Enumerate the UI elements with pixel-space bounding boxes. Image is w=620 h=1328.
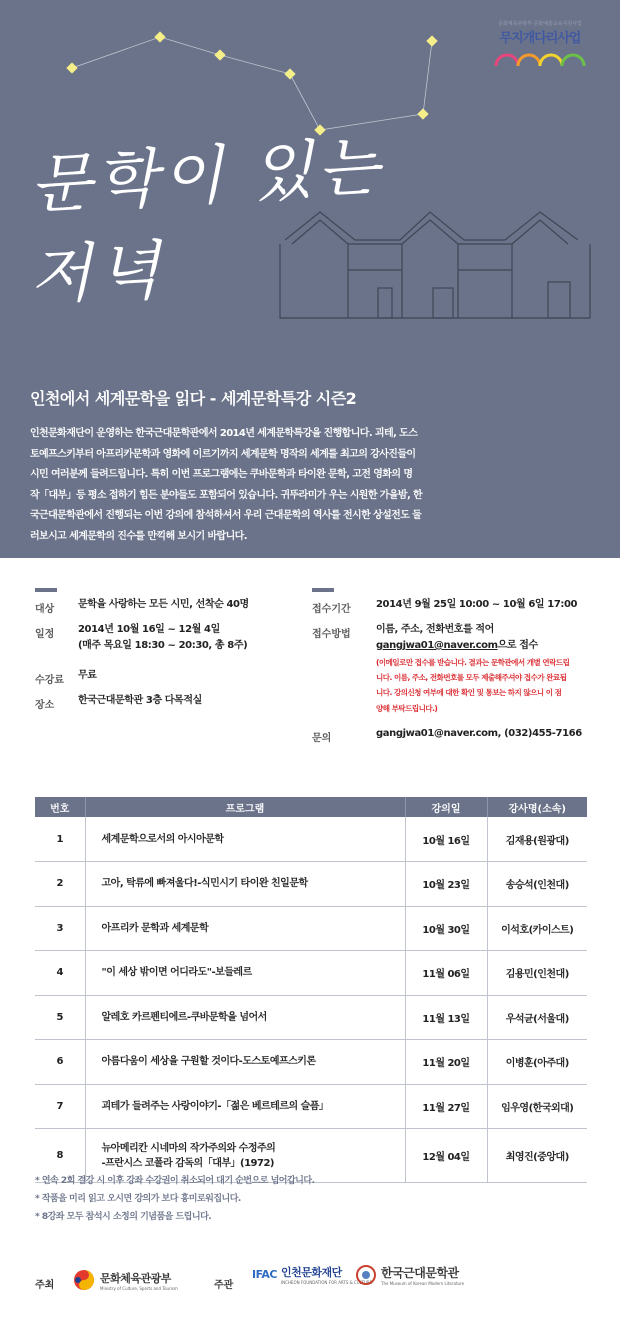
- method-note-line: 니다. 강의신청 여부에 대한 확인 및 통보는 하지 않으니 이 점: [376, 688, 562, 697]
- row-lecturer: 김용민(인천대): [487, 951, 587, 996]
- row-number: 8: [35, 1129, 85, 1183]
- row-lecturer: 임우영(한국외대): [487, 1084, 587, 1129]
- row-lecturer: 이병훈(아주대): [487, 1040, 587, 1085]
- row-program: 세계문학으로서의 아시아문학: [85, 817, 405, 862]
- table-row: [35, 817, 587, 862]
- place-value: 한국근대문학관 3층 다목적실: [78, 695, 202, 706]
- method-label: 접수방법: [312, 629, 351, 640]
- method-note-line: (이메일로만 접수를 받습니다. 결과는 문학관에서 개별 연락드립: [376, 658, 570, 667]
- museum-name: 한국근대문학관: [381, 1266, 459, 1280]
- fee-label: 수강료: [35, 675, 64, 686]
- ministry-name: 문화체육관광부: [100, 1271, 171, 1285]
- row-lecturer: 이석호(카이스트): [487, 906, 587, 951]
- organizer-label: 주관: [214, 1280, 234, 1291]
- header-program: 프로그램: [85, 797, 405, 817]
- rainbow-bridge-logo: [488, 20, 592, 68]
- registration-email-link[interactable]: gangjwa01@naver.com: [376, 640, 498, 651]
- row-date: 12월 04일: [405, 1129, 487, 1183]
- row-program: 고아, 탁류에 빠져울다!-식민시기 타이완 친일문학: [85, 862, 405, 907]
- row-lecturer: 최영진(중앙대): [487, 1129, 587, 1183]
- ifac-name-en: INCHEON FOUNDATION FOR ARTS & CULTURE: [280, 1280, 373, 1285]
- row-number: 6: [35, 1040, 85, 1085]
- ifac-mark: IFAC: [252, 1268, 277, 1281]
- row-number: 4: [35, 951, 85, 996]
- intro-line: 시민 여러분께 들려드립니다. 특히 이번 프로그램에는 쿠바문학과 타이완 문학, 고전 영화의 명: [30, 469, 413, 480]
- schedule-value-2: (매주 목요일 18:30 ~ 20:30, 총 8주): [78, 640, 248, 651]
- hero-banner: [0, 0, 620, 558]
- schedule-label: 일정: [35, 629, 55, 640]
- row-date: 10월 30일: [405, 906, 487, 951]
- intro-line: 러보시고 세계문학의 진수를 만끽해 보시기 바랍니다.: [30, 530, 247, 542]
- row-number: 2: [35, 862, 85, 907]
- row-program: "이 세상 밖이면 어디라도"-보들레르: [85, 951, 405, 996]
- header-date: 강의일: [405, 797, 487, 817]
- note-item: * 작품을 미리 읽고 오시면 강의가 보다 흥미로워집니다.: [35, 1194, 241, 1204]
- table-header-row: [35, 797, 587, 817]
- intro-line: 작「대부」등 평소 접하기 힘든 분야들도 포함되어 있습니다. 귀뚜라미가 우는 시원한 가을밤, 한: [30, 489, 423, 501]
- event-info-section: [0, 558, 620, 772]
- program-schedule-table: [35, 797, 587, 1183]
- table-row: [35, 906, 587, 951]
- row-date: 11월 27일: [405, 1084, 487, 1129]
- contact-value: gangjwa01@naver.com, (032)455-7166: [376, 728, 582, 739]
- intro-paragraph: [30, 424, 596, 547]
- sponsor-footer: [0, 1258, 620, 1308]
- method-value-2: [376, 638, 538, 654]
- museum-name-en: The Museum of Korean Modern Literature: [381, 1281, 465, 1286]
- table-row: [35, 951, 587, 996]
- museum-logo: [355, 1264, 464, 1286]
- row-program-line1: 뉴아메리칸 시네마의 작가주의와 수정주의: [101, 1142, 276, 1154]
- ministry-name-en: Ministry of Culture, Sports and Tourism: [100, 1285, 178, 1291]
- row-program: 아프리카 문학과 세계문학: [85, 906, 405, 951]
- row-lecturer: 김재용(원광대): [487, 817, 587, 862]
- row-lecturer: 송승석(인천대): [487, 862, 587, 907]
- row-date: 10월 23일: [405, 862, 487, 907]
- row-date: 11월 13일: [405, 995, 487, 1040]
- row-number: 5: [35, 995, 85, 1040]
- row-program-line2: -프란시스 코폴라 감독의「대부」(1972): [101, 1157, 275, 1169]
- row-program: 아름다움이 세상을 구원할 것이다-도스토예프스키론: [85, 1040, 405, 1085]
- hero-title: [28, 130, 385, 314]
- section-marker-left: [35, 588, 57, 592]
- contact-label: 문의: [312, 733, 332, 744]
- hero-title-line2: 저녁: [28, 234, 167, 313]
- method-note-line: 양해 부탁드립니다.): [376, 704, 438, 713]
- intro-line: 국근대문학관에서 진행되는 이번 강의에 참석하셔서 우리 근대문학의 역사를 전시한 상설전도 둘: [30, 510, 422, 521]
- place-label: 장소: [35, 700, 55, 711]
- period-value: 2014년 9월 25일 10:00 ~ 10월 6일 17:00: [376, 599, 578, 610]
- event-subtitle: 인천에서 세계문학을 읽다 - 세계문학특강 시즌2: [30, 389, 357, 408]
- ministry-emblem-icon: [72, 1268, 96, 1292]
- row-number: 7: [35, 1084, 85, 1129]
- row-date: 11월 20일: [405, 1040, 487, 1085]
- method-value-suffix: 으로 접수: [497, 640, 538, 651]
- row-program: 괴테가 들려주는 사랑이야기-「젊은 베르테르의 슬픔」: [85, 1084, 405, 1129]
- row-lecturer: 우석균(서울대): [487, 995, 587, 1040]
- row-date: 11월 06일: [405, 951, 487, 996]
- period-label: 접수기간: [312, 604, 351, 615]
- row-date: 10월 16일: [405, 817, 487, 862]
- note-item: * 8강좌 모두 참석시 소정의 기념품을 드립니다.: [35, 1212, 212, 1222]
- notes-list: [35, 1172, 314, 1226]
- table-row: [35, 1040, 587, 1085]
- target-value: 문학을 사랑하는 모든 시민, 선착순 40명: [78, 599, 249, 610]
- ifac-name: 인천문화재단: [280, 1266, 342, 1279]
- header-lecturer: 강사명(소속): [487, 797, 587, 817]
- ministry-logo: [72, 1268, 178, 1292]
- target-label: 대상: [35, 604, 55, 615]
- fee-value: 무료: [78, 670, 97, 681]
- note-item: * 연속 2회 결강 시 이후 강좌 수강권이 취소되어 대기 순번으로 넘어갑니다.: [35, 1176, 315, 1186]
- hero-title-line1: 문학이 있는: [28, 130, 385, 223]
- section-marker-right: [312, 588, 334, 592]
- host-label: 주최: [35, 1280, 55, 1291]
- table-row: [35, 995, 587, 1040]
- table-row: [35, 862, 587, 907]
- table-row: [35, 1084, 587, 1129]
- method-value-1: 이름, 주소, 전화번호를 적어: [376, 624, 494, 635]
- row-number: 3: [35, 906, 85, 951]
- museum-emblem-icon: [355, 1264, 377, 1286]
- intro-line: 인천문화재단이 운영하는 한국근대문학관에서 2014년 세계문학특강을 진행합니다. 괴테, 도스: [30, 428, 418, 439]
- intro-line: 토예프스키부터 아프리카문학과 영화에 이르기까지 세계문학 명작의 세계를 최고의 강사진들이: [30, 448, 416, 460]
- row-number: 1: [35, 817, 85, 862]
- schedule-value-1: 2014년 10월 16일 ~ 12월 4일: [78, 624, 220, 635]
- logo-caption: 문화체육관광부 문화예술교육지원사업: [498, 21, 582, 27]
- method-note-line: 니다. 이름, 주소, 전화번호를 모두 제출해주셔야 접수가 완료됩: [376, 673, 567, 682]
- logo-title: 무지개다리사업: [499, 31, 581, 46]
- header-number: 번호: [35, 797, 85, 817]
- row-program: 알레호 카르펜티에르-쿠바문학을 넘어서: [85, 995, 405, 1040]
- rainbow-arches-icon: [492, 50, 588, 68]
